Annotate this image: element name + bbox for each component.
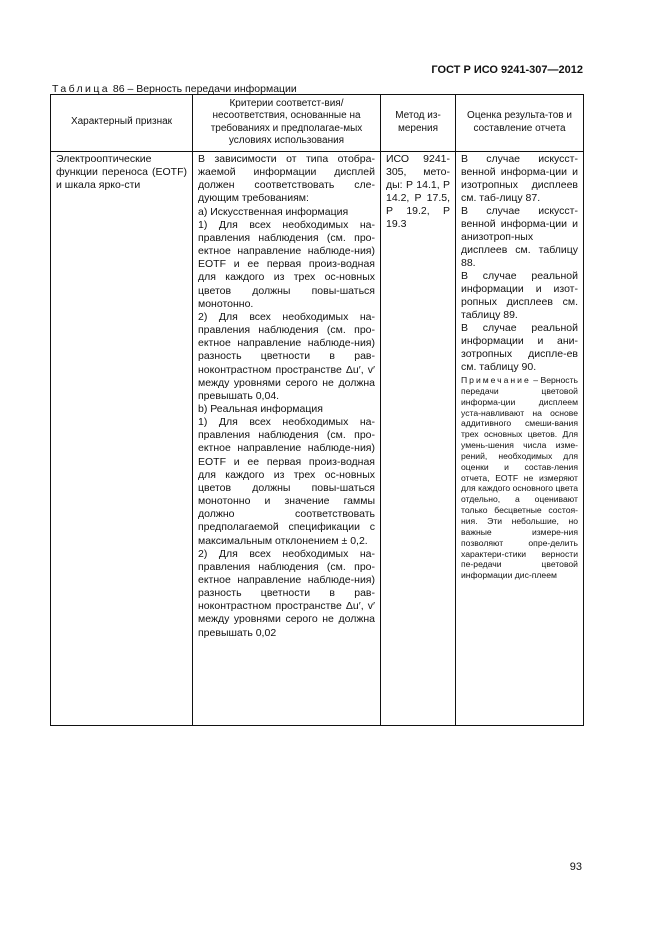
caption-label: Таблица	[52, 83, 110, 95]
fidelity-table	[50, 94, 584, 726]
caption-number: 86	[112, 83, 125, 95]
note-label: Примечание	[461, 375, 531, 385]
note-text: – Верность передачи цветовой информа-ции дисплеем уста-навливают на основе аддитивного смеши-вания трех основных цветов. Для умень-шения числа изме-рений, необходимых для оценки и состав-ления отчета, EOTF не измеряют для каждого основного цвета отдельно, а оценивают только бесцветные состоя-ния. Эти небольшие, но важные измере-ния позволяют опре-делить характери-стики верности пе-редачи цветовой информации дис-плеем	[461, 375, 578, 581]
evaluation-item: В случае искусст-венной информа-ции и анизотроп-ных дисплеев см. таблицу 88.	[461, 205, 578, 269]
criteria-intro: В зависимости от типа отобра-жаемой информации дисплей должен соответствовать сле-дующим требованиям:	[198, 153, 375, 205]
col-header-evaluation: Оценка результа-тов и составление отчета	[456, 95, 584, 152]
criteria-a-heading: a) Искусственная информация	[198, 205, 349, 218]
page-number: 93	[569, 861, 582, 873]
feature-cell: Электрооптические функции переноса (EOTF) и шкала ярко-сти	[51, 152, 193, 726]
criteria-a2: 2) Для всех необходимых на-правления наблюдения (см. про-ектное направление наблюде-ния) разность цветности в рав-ноконтрастном пространстве Δu′, v′ между уровнями серого не должна превышать 0,04.	[198, 310, 375, 402]
table-row	[51, 152, 584, 726]
col-header-method: Метод из-мерения	[381, 95, 456, 152]
document-header: ГОСТ Р ИСО 9241-307—2012	[431, 64, 583, 76]
criteria-b-heading: b) Реальная информация	[198, 402, 323, 415]
evaluation-note	[461, 375, 578, 581]
evaluation-item: В случае реальной информации и ани-зотропных диспле-ев см. таблицу 90.	[461, 322, 578, 373]
method-cell: ИСО 9241-305, мето-ды: Р 14.1, Р 14.2, Р 17.5, Р 19.2, Р 19.3	[381, 152, 456, 726]
criteria-a1: 1) Для всех необходимых на-правления наблюдения (см. про-ектное направление наблюде-ния) EOTF и ее первая произ-водная для каждого из трех ос-новных цветов должны повы-шаться монотонно.	[198, 218, 375, 310]
col-header-feature: Характерный признак	[51, 95, 193, 152]
evaluation-item: В случае искусст-венной информа-ции и изотропных дисплеев см. таб-лицу 87.	[461, 153, 578, 204]
criteria-cell	[193, 152, 381, 726]
evaluation-cell	[456, 152, 584, 726]
evaluation-item: В случае реальной информации и изот-ропных дисплеев см. таблицу 89.	[461, 270, 578, 321]
caption-title: – Верность передачи информации	[127, 83, 297, 95]
table-header-row	[51, 95, 584, 152]
criteria-b1: 1) Для всех необходимых на-правления наблюдения (см. про-ектное направление наблюде-ния) EOTF и ее первая произ-водная для каждого из трех ос-новных цветов должны повы-шаться монотонно и значение гаммы должно соответствовать предполагаемой спецификации с максимальным отклонением ± 0,2.	[198, 416, 375, 547]
col-header-criteria: Критерии соответст-вия/несоответствия, основанные на требованиях и предполагае-мых условиях использования	[193, 95, 381, 152]
criteria-b2: 2) Для всех необходимых на-правления наблюдения (см. про-ектное направление наблюде-ния) разность цветности в рав-ноконтрастном пространстве Δu′, v′ между уровнями серого не должна превышать 0,02	[198, 547, 375, 639]
